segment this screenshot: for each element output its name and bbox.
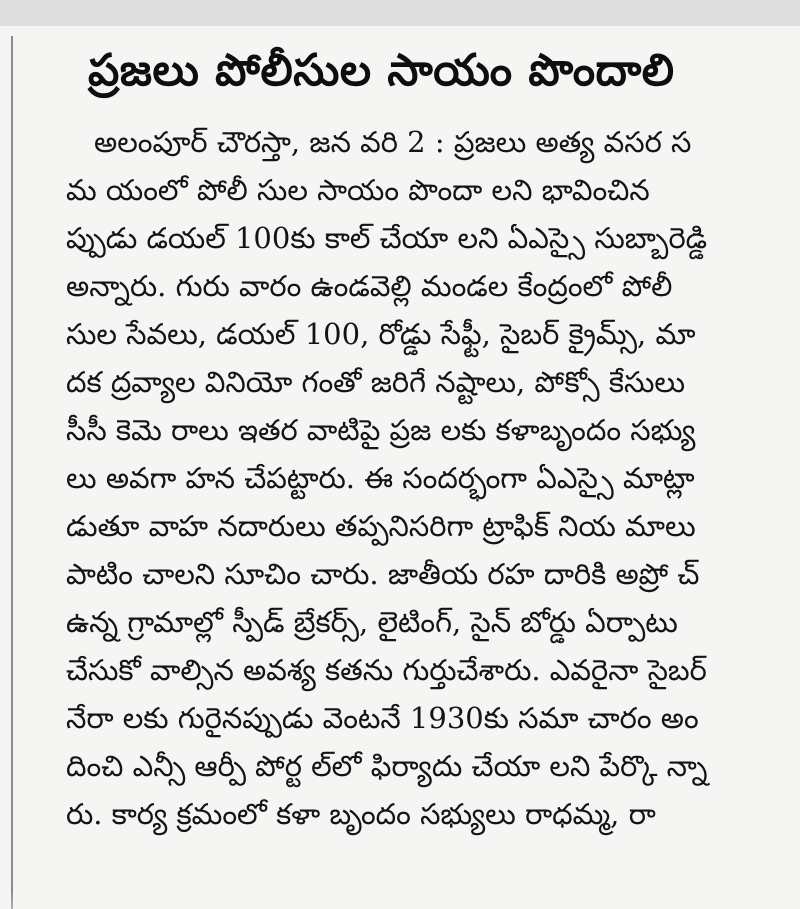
bottom-fade [0, 891, 800, 909]
article-line: పాటిం చాలని సూచిం చారు. జాతీయ రహ దారికి అప్రో చ్ [66, 557, 700, 591]
column-rule [11, 36, 13, 909]
article-line: అలంపూర్ చౌరస్తా, జన వరి 2 : ప్రజలు అత్య వసర స [94, 125, 692, 159]
article-line: మ యంలో పోలీ సుల సాయం పొందా లని భావించిన [66, 173, 650, 207]
article-line: సీసీ కెమె రాలు ఇతర వాటిపై ప్రజ లకు కళాబృందం సభ్యు [66, 413, 696, 447]
article-line: దించి ఎన్సీ ఆర్పీ పోర్ట ల్‌లో ఫిర్యాదు చేయా లని పేర్కొ న్నా [66, 749, 708, 783]
article-line: దక ద్రవ్యాల వినియో గంతో జరిగే నష్టాలు, పోక్సో కేసులు [66, 365, 685, 399]
article-line: ప్పుడు డయల్ 100కు కాల్ చేయా లని ఏఎస్సై సుబ్బారెడ్డి [66, 221, 708, 255]
article-body [66, 118, 800, 838]
article-line: చేసుకో వాల్సిన అవశ్య కతను గుర్తుచేశారు. ఎవరైనా సైబర్ [66, 653, 707, 687]
article-line: అన్నారు. గురు వారం ఉండవెల్లి మండల కేంద్రంలో పోలీ [66, 269, 673, 303]
article-headline: ప్రజలు పోలీసుల సాయం పొందాలి [88, 45, 675, 96]
article-line: లు అవగా హన చేపట్టారు. ఈ సందర్భంగా ఏఎస్సై మాట్లా [66, 461, 695, 495]
article-line: రు. కార్య క్రమంలో కళా బృందం సభ్యులు రాధమ్మ, రా [66, 797, 656, 831]
article-line: సుల సేవలు, డయల్ 100, రోడ్డు సేఫ్టీ, సైబర్ క్రైమ్స్, మా [66, 317, 696, 351]
article-line: నేరా లకు గురైనప్పుడు వెంటనే 1930కు సమా చారం అం [66, 701, 699, 735]
article-line: ఉన్న గ్రామాల్లో స్పీడ్ బ్రేకర్స్, లైటింగ్, సైన్ బోర్డు ఏర్పాటు [66, 605, 678, 639]
article-line: డుతూ వాహ నదారులు తప్పనిసరిగా ట్రాఫిక్ నియ మాలు [66, 509, 696, 543]
top-margin-band [0, 0, 800, 26]
